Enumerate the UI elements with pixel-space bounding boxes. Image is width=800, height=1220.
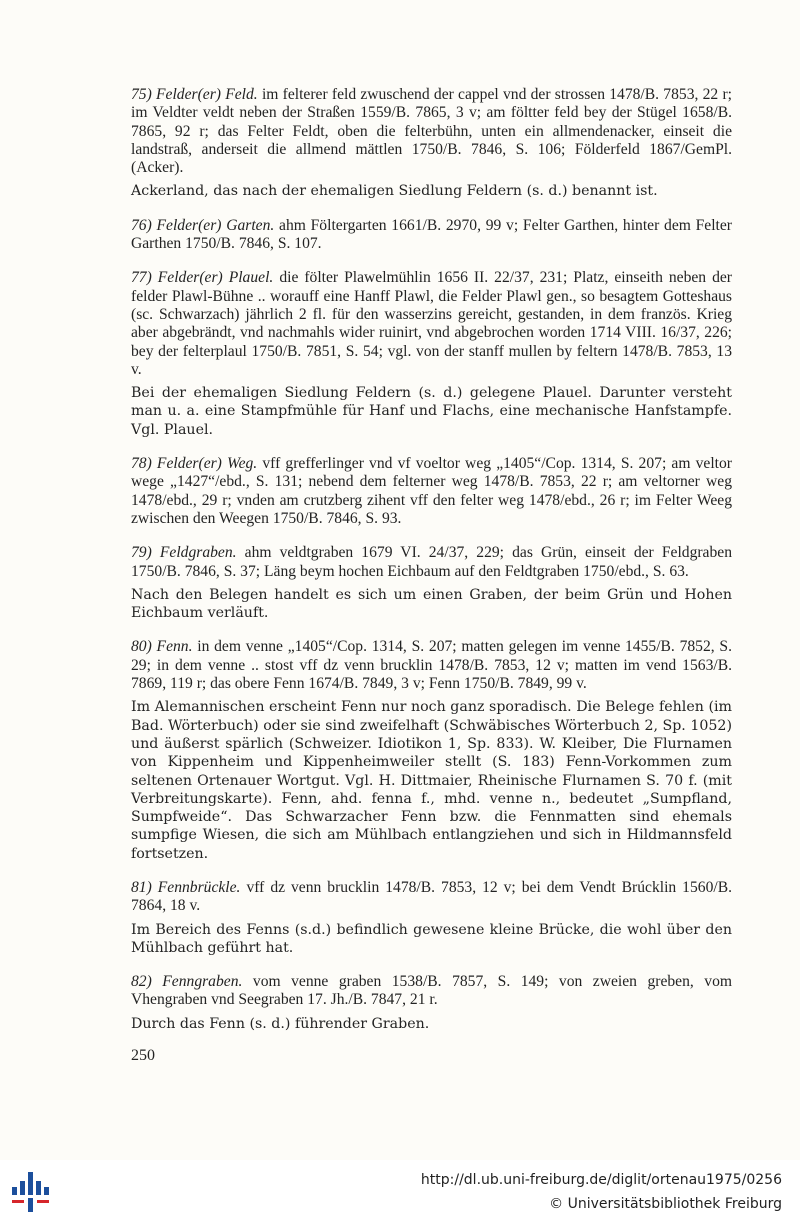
entry-77: [131, 269, 732, 439]
entry-explanation: Nach den Belegen handelt es sich um einen Graben, der beim Grün und Hohen Eichbaum verläuft.: [131, 586, 732, 622]
entry-78: [131, 455, 732, 528]
entry-citation: ahm veldtgraben 1679 VI. 24/37, 229; das Grün, einseit der Feldgraben 1750/B. 7846, S. 37; Läng beym hochen Eichbaum auf den Feldtgraben 1750/ebd., S. 63.: [131, 544, 732, 580]
entry-citation: ahm Föltergarten 1661/B. 2970, 99 v; Felter Garthen, hinter dem Felter Garthen 1750/B. 7846, S. 107.: [131, 216, 732, 253]
entry-citation: vff dz venn brucklin 1478/B. 7853, 12 v; bei dem Vendt Brúcklin 1560/B. 7864, 18 v.: [131, 878, 733, 915]
entry-80: [131, 638, 732, 863]
entry-title: 81) Fennbrückle.: [131, 878, 241, 896]
entry-76: [131, 217, 732, 254]
ub-freiburg-logo-icon: [8, 1170, 52, 1214]
entry-75: [131, 86, 732, 201]
entry-81: [131, 879, 732, 957]
entry-title: 78) Felder(er) Weg.: [131, 455, 258, 473]
entry-citation: im felterer feld zwuschend der cappel vnd der strossen 1478/B. 7853, 22 r; im Veldter veldt neben der Straßen 1559/B. 7865, 3 v; am föltter feld bey der Stügel 1658/B. 7865, 92 r; das Felter Feldt, oben die felterbühn, unten ein allmendenacker, einseit die landstraß, anderseit die allmend mättlen 1750/B. 7846, S. 106; Földerfeld 1867/GemPl. (Acker).: [131, 86, 732, 177]
document-url-link[interactable]: http://dl.ub.uni-freiburg.de/diglit/ortenau1975/0256: [420, 1172, 782, 1188]
entry-title: 79) Feldgraben.: [131, 544, 237, 562]
copyright-notice: © Universitätsbibliothek Freiburg: [549, 1196, 782, 1212]
entry-79: [131, 544, 732, 622]
entry-explanation: Bei der ehemaligen Siedlung Feldern (s. d.) gelegene Plauel. Darunter versteht man u. a. eine Stampfmühle für Hanf und Flachs, eine mechanische Hanfstampfe. Vgl. Plauel.: [131, 385, 732, 438]
entry-explanation: Im Alemannischen erscheint Fenn nur noch ganz sporadisch. Die Belege fehlen (im Bad. Wörterbuch) oder sie sind zweifelhaft (Schwäbisches Wörterbuch 2, Sp. 1052) und äußerst spärlich (Schweizer. Idiotikon 1, Sp. 833). W. Kleiber, Die Flurnamen von Kippenheim und Kippenheimweiler stellt (S. 183) Fenn-Vorkommen zum seltenen Ortenauer Wortgut. Vgl. H. Dittmaier, Rheinische Flurnamen S. 70 f. (mit Verbreitungskarte). Fenn, ahd. fenna f., mhd. venne n., bedeutet „Sumpfland, Sumpfweide“. Das Schwarzacher Fenn bzw. die Fennmatten sind ehemals sumpfige Wiesen, die sich am Mühlbach entlangziehen und sich in Hildmannsfeld fortsetzen.: [131, 699, 732, 862]
entry-citation: die fölter Plawelmühlin 1656 II. 22/37, 231; Platz, einseith neben der felder Plawl-Bühne .. worauff eine Hanff Plawl, die Felder Plawl gen., so besagtem Gotteshaus (sc. Schwarzach) jährlich 2 fl. für den wasserzins gereicht, gestanden, in dem französ. Krieg aber abgebrändt, vnd nachmahls wider ruinirt, vnd abgebrochen worden 1714 VIII. 16/37, 226; bey der felterplaul 1750/B. 7851, S. 54; vgl. von der stanff mullen by feltern 1478/B. 7853, 13 v.: [131, 269, 732, 378]
entry-title: 77) Felder(er) Plauel.: [131, 269, 274, 287]
entry-citation: in dem venne „1405“/Cop. 1314, S. 207; matten gelegen im venne 1455/B. 7852, S. 29; in dem venne .. stost vff dz venn brucklin 1478/B. 7853, 12 v; matten im vend 1563/B. 7869, 119 r; das obere Fenn 1674/B. 7849, 3 v; Fenn 1750/B. 7849, 99 v.: [131, 638, 732, 693]
entry-citation: vff grefferlinger vnd vf voeltor weg „1405“/Cop. 1314, S. 207; am veltor wege „1427“/ebd., S. 131; nebend dem felterner weg 1478/B. 7853, 22 r; am veltorner weg 1478/ebd., 29 r; vnden am crutzberg zihent vff den felter weg 1478/ebd., 26 r; im Felter Weeg zwischen den Weegen 1750/B. 7846, S. 93.: [131, 455, 732, 527]
page-text: [131, 86, 732, 1049]
entry-explanation: Ackerland, das nach der ehemaligen Siedlung Feldern (s. d.) benannt ist.: [131, 183, 658, 200]
entry-explanation: Durch das Fenn (s. d.) führender Graben.: [131, 1015, 430, 1032]
page-number: 250: [131, 1047, 155, 1064]
viewer-footer: [0, 1160, 800, 1220]
entry-82: [131, 973, 732, 1033]
entry-title: 82) Fenngraben.: [131, 973, 243, 991]
entry-title: 80) Fenn.: [131, 638, 193, 656]
entry-title: 75) Felder(er) Feld.: [131, 86, 258, 103]
entry-title: 76) Felder(er) Garten.: [131, 216, 275, 234]
entry-citation: vom venne graben 1538/B. 7857, S. 149; von zweien greben, vom Vhengraben vnd Seegraben 17. Jh./B. 7847, 21 r.: [131, 973, 732, 1009]
entry-explanation: Im Bereich des Fenns (s.d.) befindlich gewesene kleine Brücke, die wohl über den Mühlbach geführt hat.: [131, 921, 732, 956]
